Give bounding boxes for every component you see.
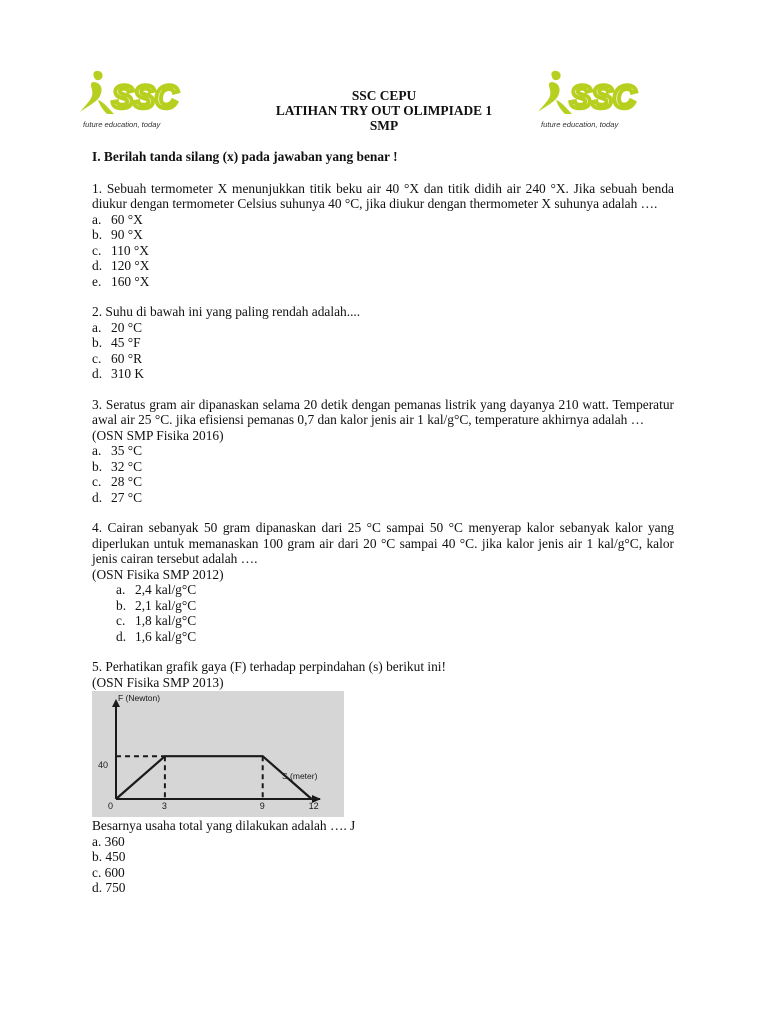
instruction: I. Berilah tanda silang (x) pada jawaban yang benar ! [92, 149, 398, 164]
option-a[interactable]: a. 20 °C [92, 319, 143, 335]
option-c[interactable]: c. 600 [92, 864, 125, 880]
exam-content [92, 149, 674, 911]
option-a[interactable]: a. 60 °X [92, 211, 143, 227]
option-d[interactable]: d. 750 [92, 880, 126, 895]
question-3 [92, 397, 674, 506]
option-b[interactable]: b. 450 [92, 849, 126, 864]
question-prompt: Besarnya usaha total yang dilakukan adalah …. J [92, 818, 356, 833]
question-text: 5. Perhatikan grafik gaya (F) terhadap perpindahan (s) berikut ini! [92, 659, 446, 674]
x-tick-label-0: 0 [108, 801, 114, 811]
option-c[interactable]: c. 1,8 kal/g°C [116, 613, 197, 628]
svg-text:SSC: SSC [570, 79, 636, 115]
question-text: 4. Cairan sebanyak 50 gram dipanaskan dari 25 °C sampai 50 °C menyerap kalor sebanyak kalor yang diperlukan untuk memanaskan 100 gram air dari 20 °C sampai 40 °C. jika kalor jenis air 1 kal/g°C, kalor jenis cairan tersebut adalah …. [92, 520, 674, 566]
y-axis-label: F (Newton) [118, 693, 161, 703]
option-b[interactable]: b. 90 °X [92, 227, 143, 242]
option-c[interactable]: c. 110 °X [92, 242, 149, 258]
question-4 [92, 520, 674, 644]
option-b[interactable]: b. 32 °C [92, 458, 143, 474]
option-a[interactable]: a. 35 °C [92, 443, 143, 458]
option-b[interactable]: b. 45 °F [92, 335, 141, 350]
header-level: SMP [369, 118, 399, 133]
question-text: 3. Seratus gram air dipanaskan selama 20 detik dengan pemanas listrik yang dayanya 210 watt. Temperatur awal air 25 °C. jika efisiensi pemanas 0,7 dan kalor jenis air 1 kal/g°C, temperature akhirnya adalah … [92, 396, 674, 427]
svg-text:SSC: SSC [112, 79, 178, 115]
question-text: 1. Sebuah termometer X menunjukkan titik beku air 40 °X dan titik didih air 240 °X. Jika sebuah benda diukur dengan termometer Celsius suhunya 40 °C, jika diukur dengan thermometer X suhunya adalah …. [92, 180, 674, 211]
header-title: LATIHAN TRY OUT OLIMPIADE 1 [275, 103, 493, 118]
option-d[interactable]: d. 1,6 kal/g°C [116, 628, 197, 644]
x-tick-label-3: 3 [161, 801, 167, 811]
option-e[interactable]: e. 160 °X [92, 273, 150, 289]
document-header [0, 88, 768, 133]
question-source: (OSN SMP Fisika 2016) [92, 427, 224, 443]
option-d[interactable]: d. 120 °X [92, 258, 150, 273]
option-b[interactable]: b. 2,1 kal/g°C [116, 597, 197, 613]
question-source: (OSN Fisika SMP 2013) [92, 674, 224, 690]
option-d[interactable]: d. 310 K [92, 366, 145, 381]
y-tick-label-40: 40 [98, 760, 109, 771]
option-a[interactable]: a. 2,4 kal/g°C [116, 582, 197, 597]
force-displacement-graph [92, 691, 344, 817]
option-a[interactable]: a. 360 [92, 833, 125, 849]
question-text: 2. Suhu di bawah ini yang paling rendah adalah.... [92, 304, 361, 319]
option-c[interactable]: c. 60 °R [92, 350, 143, 366]
x-tick-label-12: 12 [308, 801, 319, 811]
header-school: SSC CEPU [351, 88, 417, 103]
question-2 [92, 304, 674, 382]
question-1 [92, 181, 674, 290]
logo-tagline: future education, today [83, 120, 161, 129]
question-source: (OSN Fisika SMP 2012) [92, 566, 224, 582]
x-axis-label: S (meter) [282, 771, 318, 781]
option-c[interactable]: c. 28 °C [92, 474, 143, 489]
question-5 [92, 659, 674, 896]
x-tick-label-9: 9 [259, 801, 265, 811]
option-d[interactable]: d. 27 °C [92, 489, 143, 505]
logo-tagline: future education, today [541, 120, 619, 129]
